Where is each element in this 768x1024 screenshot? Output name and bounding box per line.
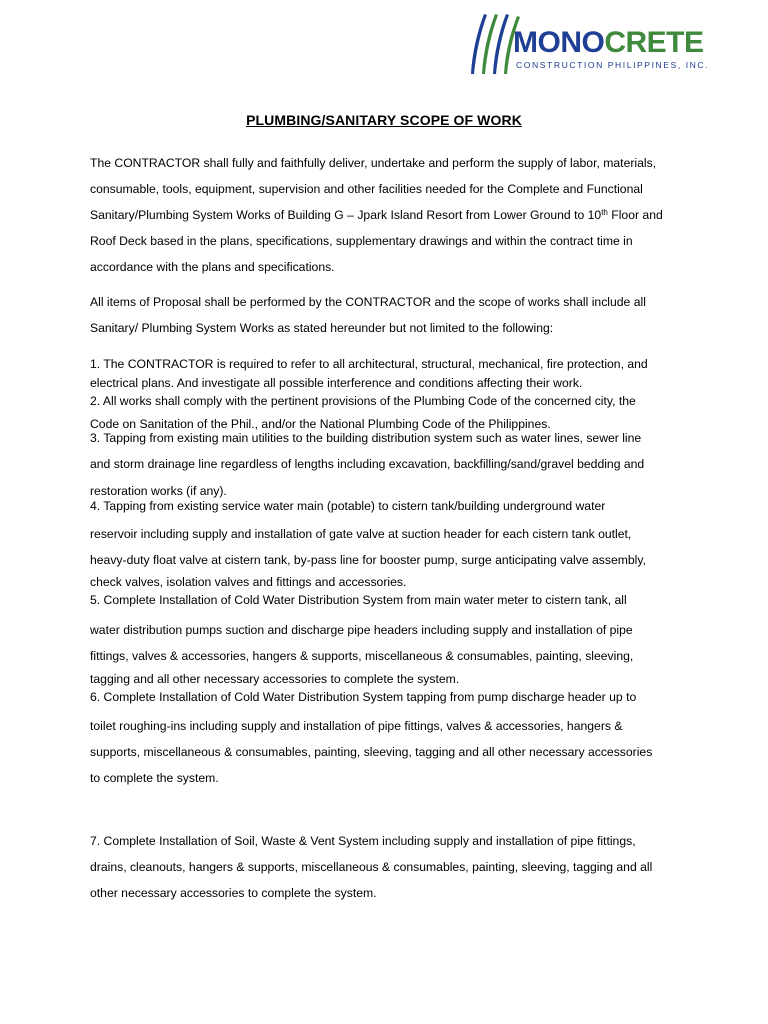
item-line: 7. Complete Installation of Soil, Waste & Vent System including supply and installation of pipe fittings, bbox=[90, 834, 636, 848]
item-line: check valves, isolation valves and fittings and accessories. bbox=[90, 575, 407, 589]
item-line: to complete the system. bbox=[90, 771, 219, 785]
line-text-tail: Floor and bbox=[607, 208, 663, 222]
company-logo bbox=[464, 12, 744, 78]
item-line: toilet roughing-ins including supply and installation of pipe fittings, valves & accessories, hangers & bbox=[90, 719, 623, 733]
logo-name-part1: MONO bbox=[513, 26, 605, 59]
item-line: Code on Sanitation of the Phil., and/or the National Plumbing Code of the Philippines. bbox=[90, 417, 551, 431]
item-line: fittings, valves & accessories, hangers & supports, miscellaneous & consumables, painting, sleeving, bbox=[90, 649, 634, 663]
item-line: 5. Complete Installation of Cold Water Distribution System from main water meter to cistern tank, all bbox=[90, 593, 627, 607]
scope-list-item-7 bbox=[90, 828, 690, 906]
item-line: 6. Complete Installation of Cold Water Distribution System tapping from pump discharge header up to bbox=[90, 690, 637, 704]
item-line: heavy-duty float valve at cistern tank, by-pass line for booster pump, surge anticipating valve assembly, bbox=[90, 553, 646, 567]
intro-paragraph bbox=[90, 150, 690, 280]
list-item bbox=[90, 687, 690, 791]
paragraph-line: Roof Deck based in the plans, specifications, supplementary drawings and within the contract time in bbox=[90, 234, 633, 248]
item-line: 1. The CONTRACTOR is required to refer to all architectural, structural, mechanical, fire protection, and bbox=[90, 357, 648, 371]
logo-wordmark bbox=[513, 28, 704, 58]
superscript-ordinal: th bbox=[601, 208, 608, 217]
paragraph-line: The CONTRACTOR shall fully and faithfully deliver, undertake and perform the supply of labor, materials, bbox=[90, 156, 657, 170]
list-item bbox=[90, 394, 690, 431]
document-title: PLUMBING/SANITARY SCOPE OF WORK bbox=[246, 112, 522, 128]
logo-tagline: CONSTRUCTION PHILIPPINES, INC. bbox=[516, 60, 710, 70]
list-item bbox=[90, 431, 690, 496]
scope-list bbox=[90, 351, 690, 791]
item-line: other necessary accessories to complete the system. bbox=[90, 886, 377, 900]
paragraph-line: All items of Proposal shall be performed by the CONTRACTOR and the scope of works shall include all bbox=[90, 295, 646, 309]
logo-name-part2: CRETE bbox=[604, 26, 704, 59]
line-text: Sanitary/Plumbing System Works of Building G – Jpark Island Resort from Lower Ground to 10 bbox=[90, 208, 602, 222]
item-line: supports, miscellaneous & consumables, painting, sleeving, tagging and all other necessary accessories bbox=[90, 745, 653, 759]
item-line: restoration works (if any). bbox=[90, 484, 227, 498]
item-line: 3. Tapping from existing main utilities to the building distribution system such as water lines, sewer line bbox=[90, 431, 642, 445]
list-item bbox=[90, 591, 690, 687]
item-line: and storm drainage line regardless of lengths including excavation, backfilling/sand/gravel bedding and bbox=[90, 457, 645, 471]
item-line: drains, cleanouts, hangers & supports, miscellaneous & consumables, painting, sleeving, tagging and all bbox=[90, 860, 653, 874]
item-line: electrical plans. And investigate all possible interference and conditions affecting their work. bbox=[90, 376, 583, 390]
item-line: 4. Tapping from existing service water main (potable) to cistern tank/building underground water bbox=[90, 499, 606, 513]
scope-paragraph bbox=[90, 289, 690, 341]
paragraph-line bbox=[90, 202, 690, 228]
list-item bbox=[90, 496, 690, 591]
item-line: tagging and all other necessary accessories to complete the system. bbox=[90, 672, 460, 686]
paragraph-line: Sanitary/ Plumbing System Works as stated hereunder but not limited to the following: bbox=[90, 321, 554, 335]
item-line: reservoir including supply and installation of gate valve at suction header for each cistern tank outlet, bbox=[90, 527, 632, 541]
paragraph-line: accordance with the plans and specifications. bbox=[90, 260, 335, 274]
paragraph-line: consumable, tools, equipment, supervision and other facilities needed for the Complete and Functional bbox=[90, 182, 643, 196]
item-line: water distribution pumps suction and discharge pipe headers including supply and installation of pipe bbox=[90, 623, 633, 637]
item-line: 2. All works shall comply with the pertinent provisions of the Plumbing Code of the concerned city, the bbox=[90, 394, 636, 408]
list-item bbox=[90, 351, 690, 394]
